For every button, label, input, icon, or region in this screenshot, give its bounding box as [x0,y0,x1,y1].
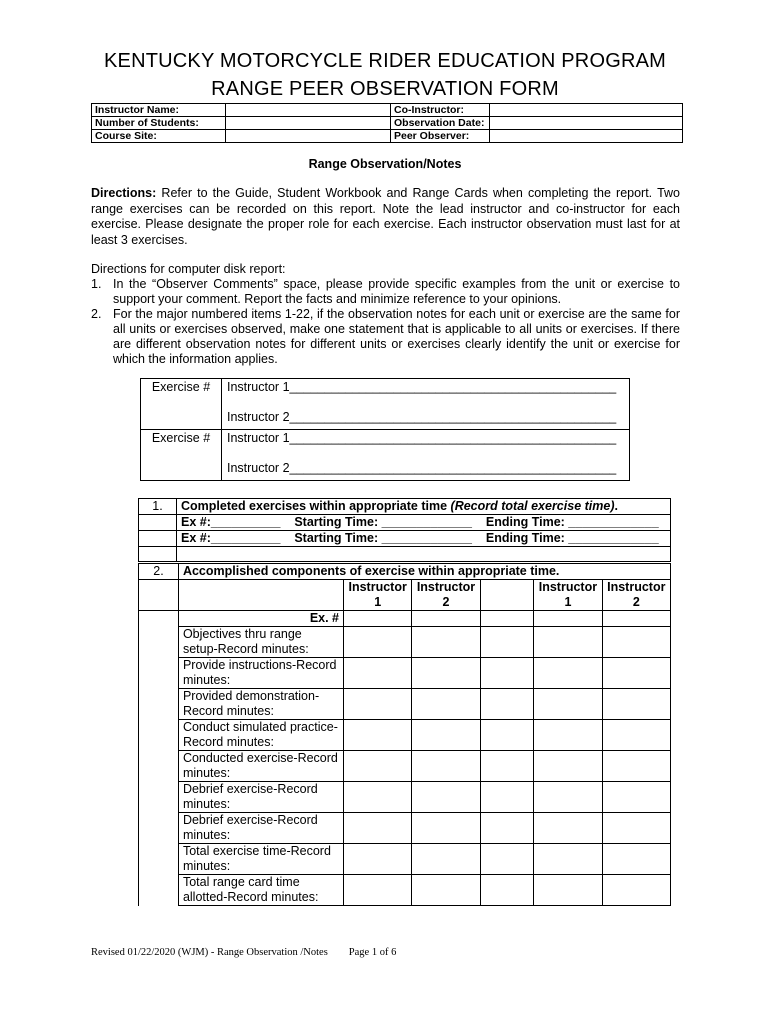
item2-table [138,563,671,906]
exercise-2-label: Exercise # [141,430,222,481]
item2-cell[interactable] [534,844,602,875]
item2-col-instructor1-a: Instructor 1 [344,580,412,611]
item2-cell[interactable] [602,844,670,875]
course-site-field[interactable] [226,130,391,143]
item2-row [139,875,671,906]
co-instructor-label: Co-Instructor: [391,104,490,117]
item1-ex-field[interactable]: Ex #:__________ [181,515,281,529]
item2-number: 2. [139,564,179,580]
item2-cell[interactable] [534,611,602,627]
directions-text: Refer to the Guide, Student Workbook and Range Cards when completing the report. Two range exercises can be recorded on this report. Note the lead instructor and co-instructor for each exercise. Please designate the proper role for each exercise. Each instructor observation must last for at least 3 exercises. [91,186,680,247]
directions-paragraph [91,186,680,248]
number-of-students-label: Number of Students: [92,117,226,130]
item2-cell[interactable] [412,813,480,844]
item2-cell[interactable] [344,611,412,627]
item1-title-text: Completed exercises within appropriate time [181,499,451,513]
item2-col-instructor2-a: Instructor 2 [412,580,480,611]
disk-directions-heading: Directions for computer disk report: [91,262,286,276]
observation-date-field[interactable] [490,117,683,130]
section-title: Range Observation/Notes [308,157,462,171]
item2-cell[interactable] [344,875,412,906]
exercise-2-instructor2[interactable]: Instructor 2_______________________________________________ [227,461,617,475]
item2-cell[interactable] [412,720,480,751]
item2-cell[interactable] [602,720,670,751]
number-of-students-field[interactable] [226,117,391,130]
item2-cell[interactable] [344,658,412,689]
item2-cell[interactable] [412,611,480,627]
item2-row-label: Debrief exercise-Record minutes: [178,782,343,813]
item2-col-instructor1-b: Instructor 1 [534,580,602,611]
item2-cell[interactable] [344,689,412,720]
item2-cell[interactable] [480,875,534,906]
item2-cell[interactable] [534,658,602,689]
item2-row [139,813,671,844]
item2-cell[interactable] [602,875,670,906]
item2-row [139,720,671,751]
disk-directions [91,262,680,367]
item2-cell[interactable] [602,689,670,720]
item2-cell[interactable] [412,875,480,906]
form-title-line1: KENTUCKY MOTORCYCLE RIDER EDUCATION PROGRAM [104,50,666,72]
item2-cell[interactable] [480,611,534,627]
exercise-1-instructor1[interactable]: Instructor 1_______________________________________________ [227,380,617,394]
item2-row-label: Debrief exercise-Record minutes: [178,813,343,844]
item2-cell[interactable] [534,751,602,782]
item2-cell[interactable] [480,751,534,782]
item2-cell[interactable] [412,689,480,720]
peer-observer-label: Peer Observer: [391,130,490,143]
form-title-line2: RANGE PEER OBSERVATION FORM [211,78,559,100]
item2-cell[interactable] [534,782,602,813]
item1-title-italic: (Record total exercise time) [450,499,615,513]
item2-cell[interactable] [480,844,534,875]
item2-cell[interactable] [480,658,534,689]
exercise-1-label: Exercise # [141,379,222,430]
disk-direction-number: 2. [91,307,102,321]
disk-direction-text: For the major numbered items 1-22, if the observation notes for each unit or exercise are the same for all units or exercises observed, make one statement that is applicable to all units or exercises. If there are different observation notes for different units or exercises clearly identify the unit or exercise for which the information applies. [113,307,680,366]
peer-observer-field[interactable] [490,130,683,143]
item1-end-field[interactable]: Ending Time: _____________ [485,531,659,545]
item2-cell[interactable] [534,875,602,906]
item2-cell[interactable] [480,689,534,720]
item1-start-field[interactable]: Starting Time: _____________ [294,531,472,545]
item2-cell[interactable] [412,627,480,658]
item1-table [138,498,671,562]
item2-cell[interactable] [344,627,412,658]
item2-row-label: Total range card time allotted-Record minutes: [178,875,343,906]
item2-cell[interactable] [480,782,534,813]
item1-ex-field[interactable]: Ex #:__________ [181,531,281,545]
item2-rows [139,627,671,906]
footer [91,947,396,958]
item2-cell[interactable] [344,813,412,844]
item2-cell[interactable] [602,627,670,658]
item2-cell[interactable] [412,751,480,782]
exercise-1-instructors[interactable] [222,379,630,430]
item2-cell[interactable] [534,689,602,720]
co-instructor-field[interactable] [490,104,683,117]
exercise-2-instructor1[interactable]: Instructor 1_______________________________________________ [227,431,617,445]
item2-row [139,751,671,782]
item2-cell[interactable] [412,844,480,875]
observation-date-label: Observation Date: [391,117,490,130]
header-fields-table [91,103,683,143]
item2-row [139,782,671,813]
item2-cell[interactable] [412,658,480,689]
item2-cell[interactable] [480,627,534,658]
directions-label: Directions: [91,186,157,200]
item2-cell[interactable] [480,720,534,751]
item1-row2[interactable] [177,531,671,547]
item2-row [139,844,671,875]
item2-cell[interactable] [534,813,602,844]
item2-cell[interactable] [344,720,412,751]
item2-cell[interactable] [344,751,412,782]
footer-page: Page 1 of 6 [348,947,397,958]
item2-cell[interactable] [344,782,412,813]
instructor-name-field[interactable] [226,104,391,117]
item1-row1[interactable] [177,515,671,531]
disk-direction-item [91,307,680,367]
item2-cell[interactable] [602,611,670,627]
course-site-label: Course Site: [92,130,226,143]
item2-cell[interactable] [602,813,670,844]
item2-row-label: Total exercise time-Record minutes: [178,844,343,875]
item2-ex-label: Ex. # [178,611,343,627]
item2-row-label: Objectives thru range setup-Record minutes: [178,627,343,658]
item2-row-label: Conducted exercise-Record minutes: [178,751,343,782]
exercise-2-instructors[interactable] [222,430,630,481]
exercise-instructor-table [140,378,630,481]
item2-row-label: Conduct simulated practice-Record minutes: [178,720,343,751]
item2-title: Accomplished components of exercise within appropriate time. [178,564,670,580]
exercise-1-instructor2[interactable]: Instructor 2_______________________________________________ [227,410,617,424]
footer-revised: Revised 01/22/2020 (WJM) - Range Observation /Notes [91,947,328,958]
item2-cell[interactable] [480,813,534,844]
item2-cell[interactable] [412,782,480,813]
item2-row [139,658,671,689]
item2-row [139,627,671,658]
item2-cell[interactable] [602,658,670,689]
item2-row [139,689,671,720]
item2-cell[interactable] [602,782,670,813]
item1-title-end: . [614,499,618,513]
item2-cell[interactable] [534,627,602,658]
item1-end-field[interactable]: Ending Time: _____________ [485,515,659,529]
disk-direction-text: In the “Observer Comments” space, please provide specific examples from the unit or exercise to support your comment. Report the facts and minimize reference to your opinions. [113,277,680,306]
disk-direction-number: 1. [91,277,102,291]
disk-direction-item [91,277,680,307]
item2-col-instructor2-b: Instructor 2 [602,580,670,611]
item2-cell[interactable] [344,844,412,875]
item1-start-field[interactable]: Starting Time: _____________ [294,515,472,529]
item2-row-label: Provided demonstration-Record minutes: [178,689,343,720]
item2-cell[interactable] [602,751,670,782]
item1-number: 1. [139,499,177,515]
item2-cell[interactable] [534,720,602,751]
item2-row-label: Provide instructions-Record minutes: [178,658,343,689]
instructor-name-label: Instructor Name: [92,104,226,117]
item1-title [177,499,671,515]
